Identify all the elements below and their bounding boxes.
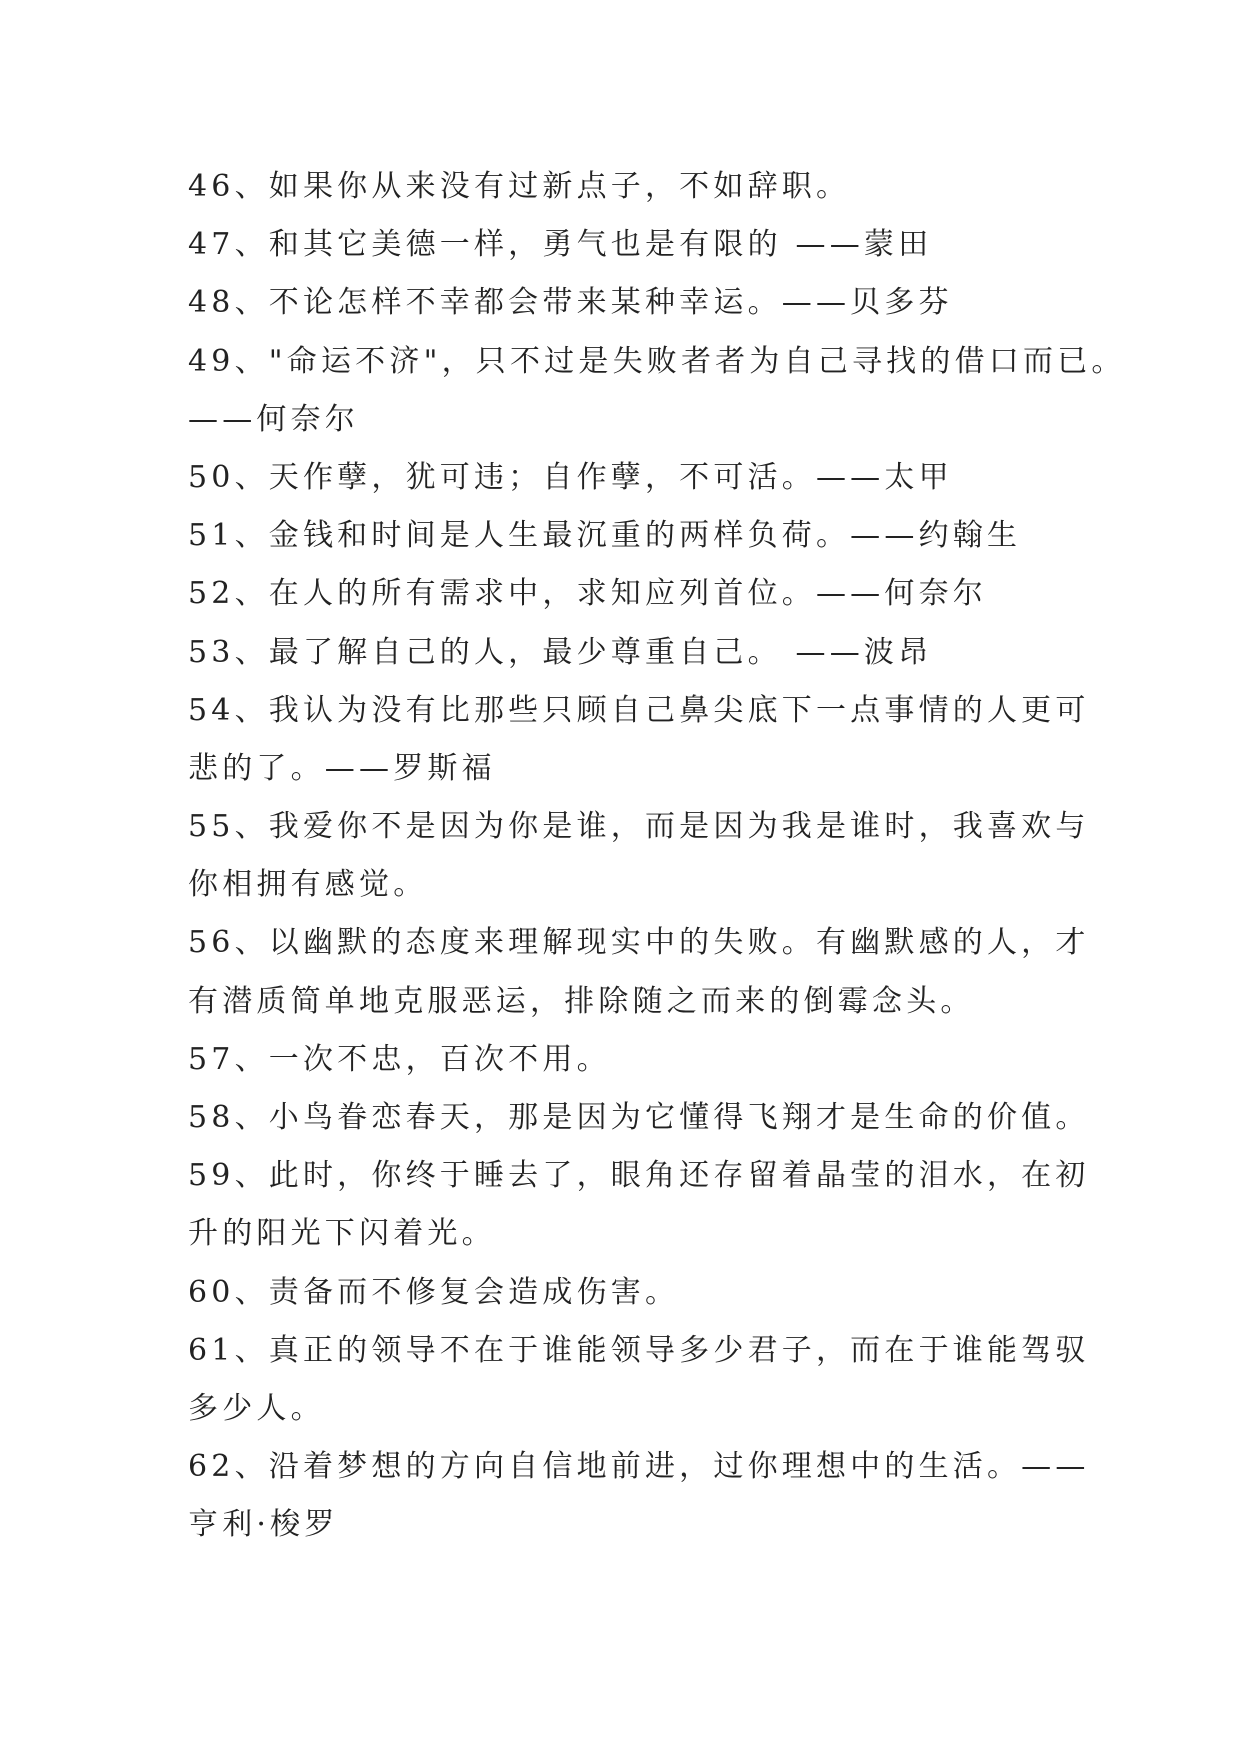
text-line: 56、以幽默的态度来理解现实中的失败。有幽默感的人，才	[188, 925, 1090, 961]
text-line: 53、最了解自己的人，最少尊重自己。 ——波昂	[188, 634, 933, 670]
text-line: 亨利·梭罗	[188, 1507, 339, 1543]
text-line: 51、金钱和时间是人生最沉重的两样负荷。——约翰生	[188, 518, 1022, 554]
text-line: 52、在人的所有需求中，求知应列首位。——何奈尔	[188, 576, 987, 612]
text-line: 有潜质简单地克服恶运，排除随之而来的倒霉念头。	[188, 983, 975, 1019]
text-line: 57、一次不忠，百次不用。	[188, 1041, 611, 1077]
text-line: 61、真正的领导不在于谁能领导多少君子，而在于谁能驾驭	[188, 1332, 1090, 1368]
text-line: 59、此时，你终于睡去了，眼角还存留着晶莹的泪水，在初	[188, 1158, 1090, 1194]
text-line: 55、我爱你不是因为你是谁，而是因为我是谁时，我喜欢与	[188, 809, 1090, 845]
text-line: ——何奈尔	[188, 401, 359, 437]
text-line: 你相拥有感觉。	[188, 867, 428, 903]
text-line: 60、责备而不修复会造成伤害。	[188, 1274, 680, 1310]
text-line: 62、沿着梦想的方向自信地前进，过你理想中的生活。——	[188, 1449, 1090, 1485]
quote-list	[188, 158, 1126, 1555]
text-line: 46、如果你从来没有过新点子，不如辞职。	[188, 169, 851, 204]
text-line: 50、天作孽，犹可违；自作孽，不可活。——太甲	[188, 459, 953, 495]
text-line: 多少人。	[188, 1390, 325, 1426]
text-line: 悲的了。——罗斯福	[188, 750, 496, 786]
text-line: 48、不论怎样不幸都会带来某种幸运。——贝多芬	[188, 285, 953, 321]
text-line: 升的阳光下闪着光。	[188, 1216, 496, 1252]
text-line: 58、小鸟眷恋春天，那是因为它懂得飞翔才是生命的价值。	[188, 1100, 1090, 1135]
text-line: 47、和其它美德一样，勇气也是有限的 ——蒙田	[188, 227, 933, 263]
text-line: 54、我认为没有比那些只顾自己鼻尖底下一点事情的人更可	[188, 692, 1090, 728]
text-line: 49、"命运不济"，只不过是失败者者为自己寻找的借口而已。	[188, 343, 1126, 379]
